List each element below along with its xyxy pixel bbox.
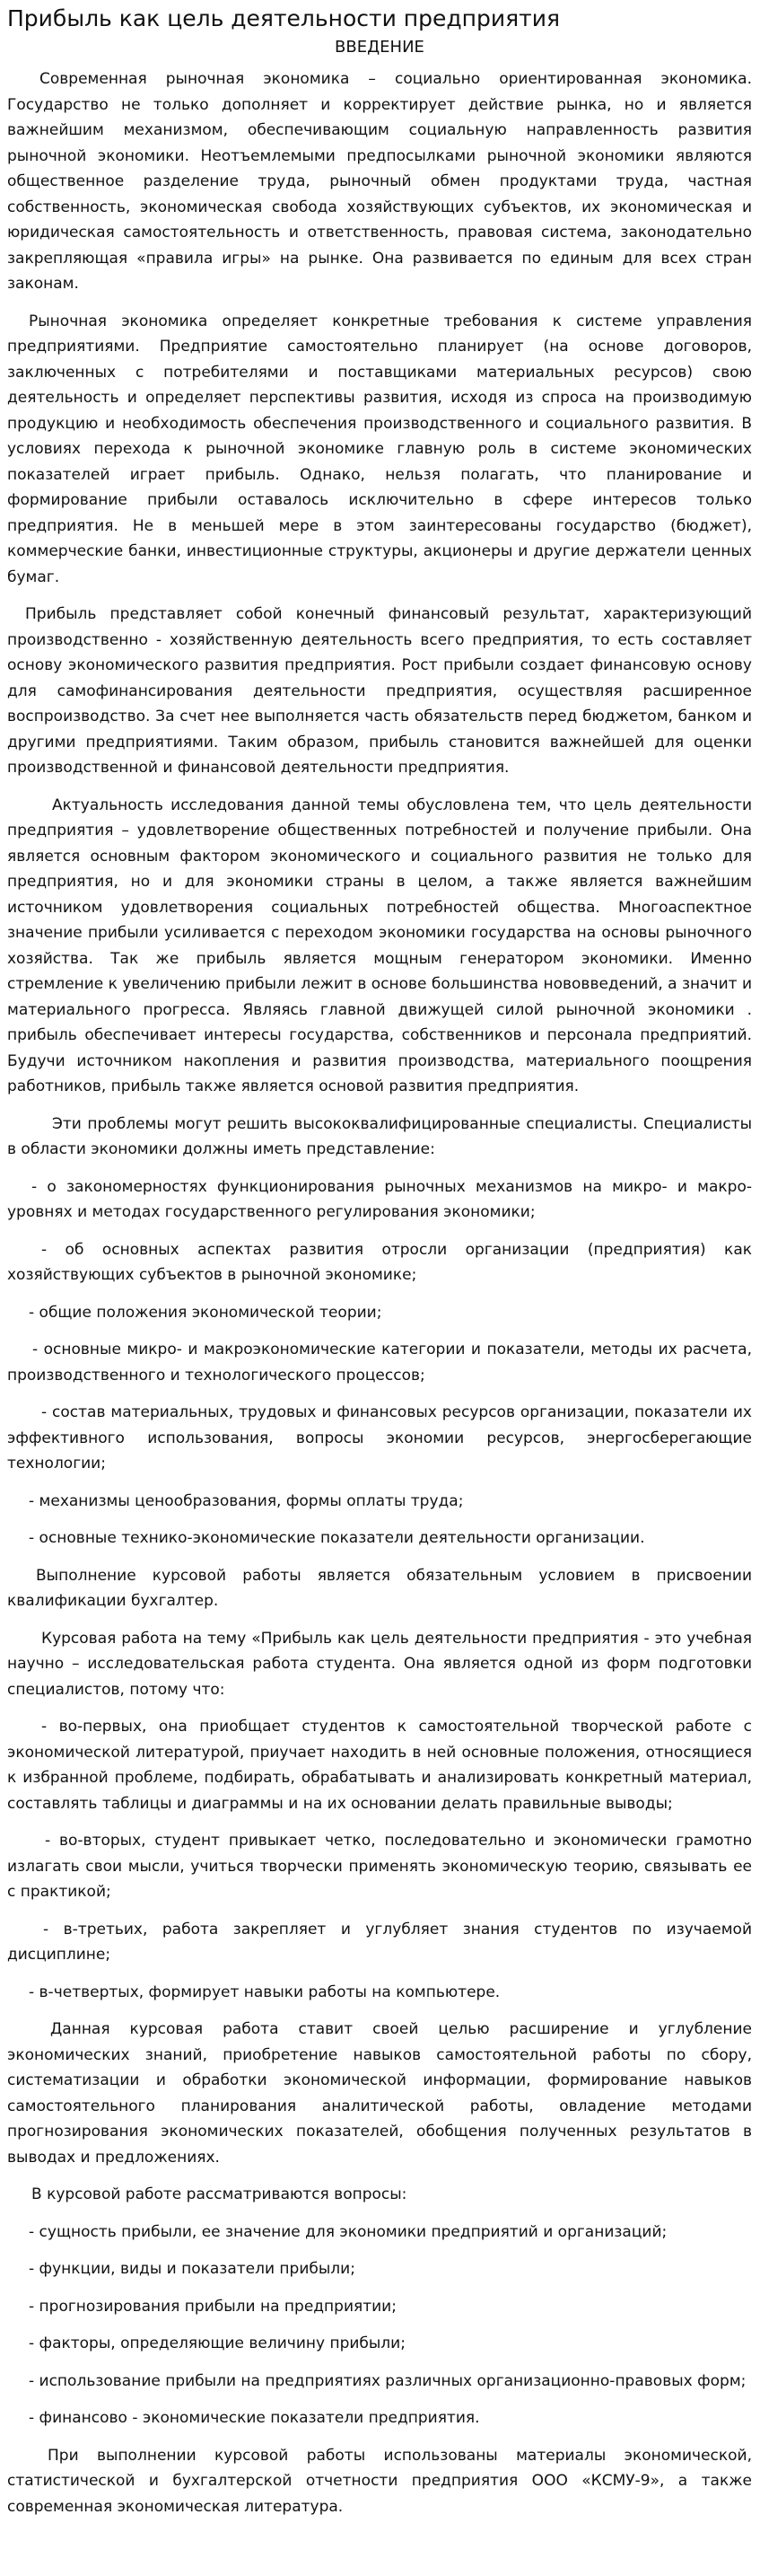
paragraph: - прогнозирования прибыли на предприятии;: [29, 2297, 397, 2316]
paragraph: - об основных аспектах развития отросли организации (предприятия) как хозяйствующих субъектов в рыночной экономике;: [7, 1240, 752, 1284]
paragraph: - общие положения экономической теории;: [29, 1303, 382, 1322]
section-heading: ВВЕДЕНИЕ: [335, 38, 424, 57]
paragraph: В курсовой работе рассматриваются вопросы:: [31, 2185, 407, 2203]
paragraph: - в-третьих, работа закрепляет и углубляет знания студентов по изучаемой дисциплине;: [7, 1920, 752, 1964]
paragraph: Выполнение курсовой работы является обязательным условием в присвоении квалификации бухгалтер.: [7, 1566, 752, 1610]
paragraph: - использование прибыли на предприятиях различных организационно-правовых форм;: [29, 2371, 747, 2390]
paragraph: Данная курсовая работа ставит своей целью расширение и углубление экономических знаний, приобретение навыков самостоятельной работы по сбору, систематизации и обработки экономической информации, формирование навыков самостоятельного планирования аналитической работы, овладение методами прогнозирования экономических показателей, обобщения полученных результатов в выводах и предложениях.: [7, 2020, 752, 2167]
paragraph: - о закономерностях функционирования рыночных механизмов на микро- и макро-уровнях и методах государственного регулирования экономики;: [7, 1177, 752, 1221]
paragraph: - состав материальных, трудовых и финансовых ресурсов организации, показатели их эффективного использования, вопросы экономии ресурсов, энергосберегающие технологии;: [7, 1403, 752, 1473]
paragraph: - сущность прибыли, ее значение для экономики предприятий и организаций;: [29, 2222, 668, 2241]
paragraph: Актуальность исследования данной темы обусловлена тем, что цель деятельности предприятия – удовлетворение общественных потребностей и получение прибыли. Она является основным фактором экономического и социального развития не только для предприятия, но и для экономики страны в целом, а также является важнейшим источником удовлетворения социальных потребностей общества. Многоаспектное значение прибыли усиливается с переходом экономики государства на основы рыночного хозяйства. Так же прибыль является мощным генератором экономики. Именно стремление к увеличению прибыли лежит в основе большинства нововведений, а значит и материального прогресса. Являясь главной движущей силой рыночной экономики . прибыль обеспечивает интересы государства, собственников и персонала предприятий. Будучи источником накопления и развития производства, материального поощрения работников, прибыль также является основой развития предприятия.: [7, 796, 753, 1095]
paragraph: - факторы, определяющие величину прибыли;: [29, 2334, 406, 2352]
paragraph: - функции, виды и показатели прибыли;: [29, 2260, 355, 2278]
paragraph: - основные технико-экономические показатели деятельности организации.: [29, 1529, 645, 1547]
paragraph: При выполнении курсовой работы использованы материалы экономической, статистической и бухгалтерской отчетности предприятия ООО «КСМУ-9», а также современная экономическая литература.: [7, 2446, 752, 2516]
paragraph: - механизмы ценообразования, формы оплаты труда;: [29, 1491, 464, 1510]
paragraph: - во-первых, она приобщает студентов к самостоятельной творческой работе с экономической литературой, приучает находить в ней основные положения, относящиеся к избранной проблеме, подбирать, обрабатывать и анализировать конкретный материал, составлять таблицы и диаграммы и на их основании делать правильные выводы;: [7, 1718, 752, 1813]
paragraph: - во-вторых, студент привыкает четко, последовательно и экономически грамотно излагать свои мысли, учиться творчески применять экономическую теорию, связывать ее с практикой;: [7, 1832, 752, 1901]
paragraph: - финансово - экономические показатели предприятия.: [29, 2409, 480, 2427]
document-body: [7, 66, 752, 2519]
paragraph: Эти проблемы могут решить высококвалифицированные специалисты. Специалисты в области экономики должны иметь представление:: [7, 1114, 752, 1158]
paragraph: - основные микро- и макроэкономические категории и показатели, методы их расчета, производственного и технологического процессов;: [7, 1341, 752, 1385]
paragraph: - в-четвертых, формирует навыки работы на компьютере.: [29, 1983, 501, 2001]
document-title: Прибыль как цель деятельности предприятия: [7, 5, 560, 31]
paragraph: Курсовая работа на тему «Прибыль как цель деятельности предприятия - это учебная научно – исследовательская работа студента. Она является одной из форм подготовки специалистов, потому что:: [7, 1629, 752, 1699]
paragraph: Современная рыночная экономика – социально ориентированная экономика. Государство не только дополняет и корректирует действие рынка, но и является важнейшим механизмом, обеспечивающим социальную направленность развития рыночной экономики. Неотъемлемыми предпосылками рыночной экономики являются общественное разделение труда, рыночный обмен продуктами труда, частная собственность, экономическая свобода хозяйствующих субъектов, их экономическая и юридическая самостоятельность и ответственность, правовая система, законодательно закрепляющая «правила игры» на рынке. Она развивается по единым для всех стран законам.: [7, 70, 752, 293]
paragraph: Прибыль представляет собой конечный финансовый результат, характеризующий производственно - хозяйственную деятельность всего предприятия, то есть составляет основу экономического развития предприятия. Рост прибыли создает финансовую основу для самофинансирования деятельности предприятия, осуществляя расширенное воспроизводство. За счет нее выполняется часть обязательств перед бюджетом, банком и другими предприятиями. Таким образом, прибыль становится важнейшей для оценки производственной и финансовой деятельности предприятия.: [7, 605, 752, 777]
paragraph: Рыночная экономика определяет конкретные требования к системе управления предприятиями. Предприятие самостоятельно планирует (на основе договоров, заключенных с потребителями и поставщиками материальных ресурсов) свою деятельность и определяет перспективы развития, исходя из спроса на производимую продукцию и необходимость обеспечения производственного и социального развития. В условиях перехода к рыночной экономике главную роль в системе экономических показателей играет прибыль. Однако, нельзя полагать, что планирование и формирование прибыли оставалось исключительно в сфере интересов только предприятия. Не в меньшей мере в этом заинтересованы государство (бюджет), коммерческие банки, инвестиционные структуры, акционеры и другие держатели ценных бумаг.: [7, 312, 752, 586]
